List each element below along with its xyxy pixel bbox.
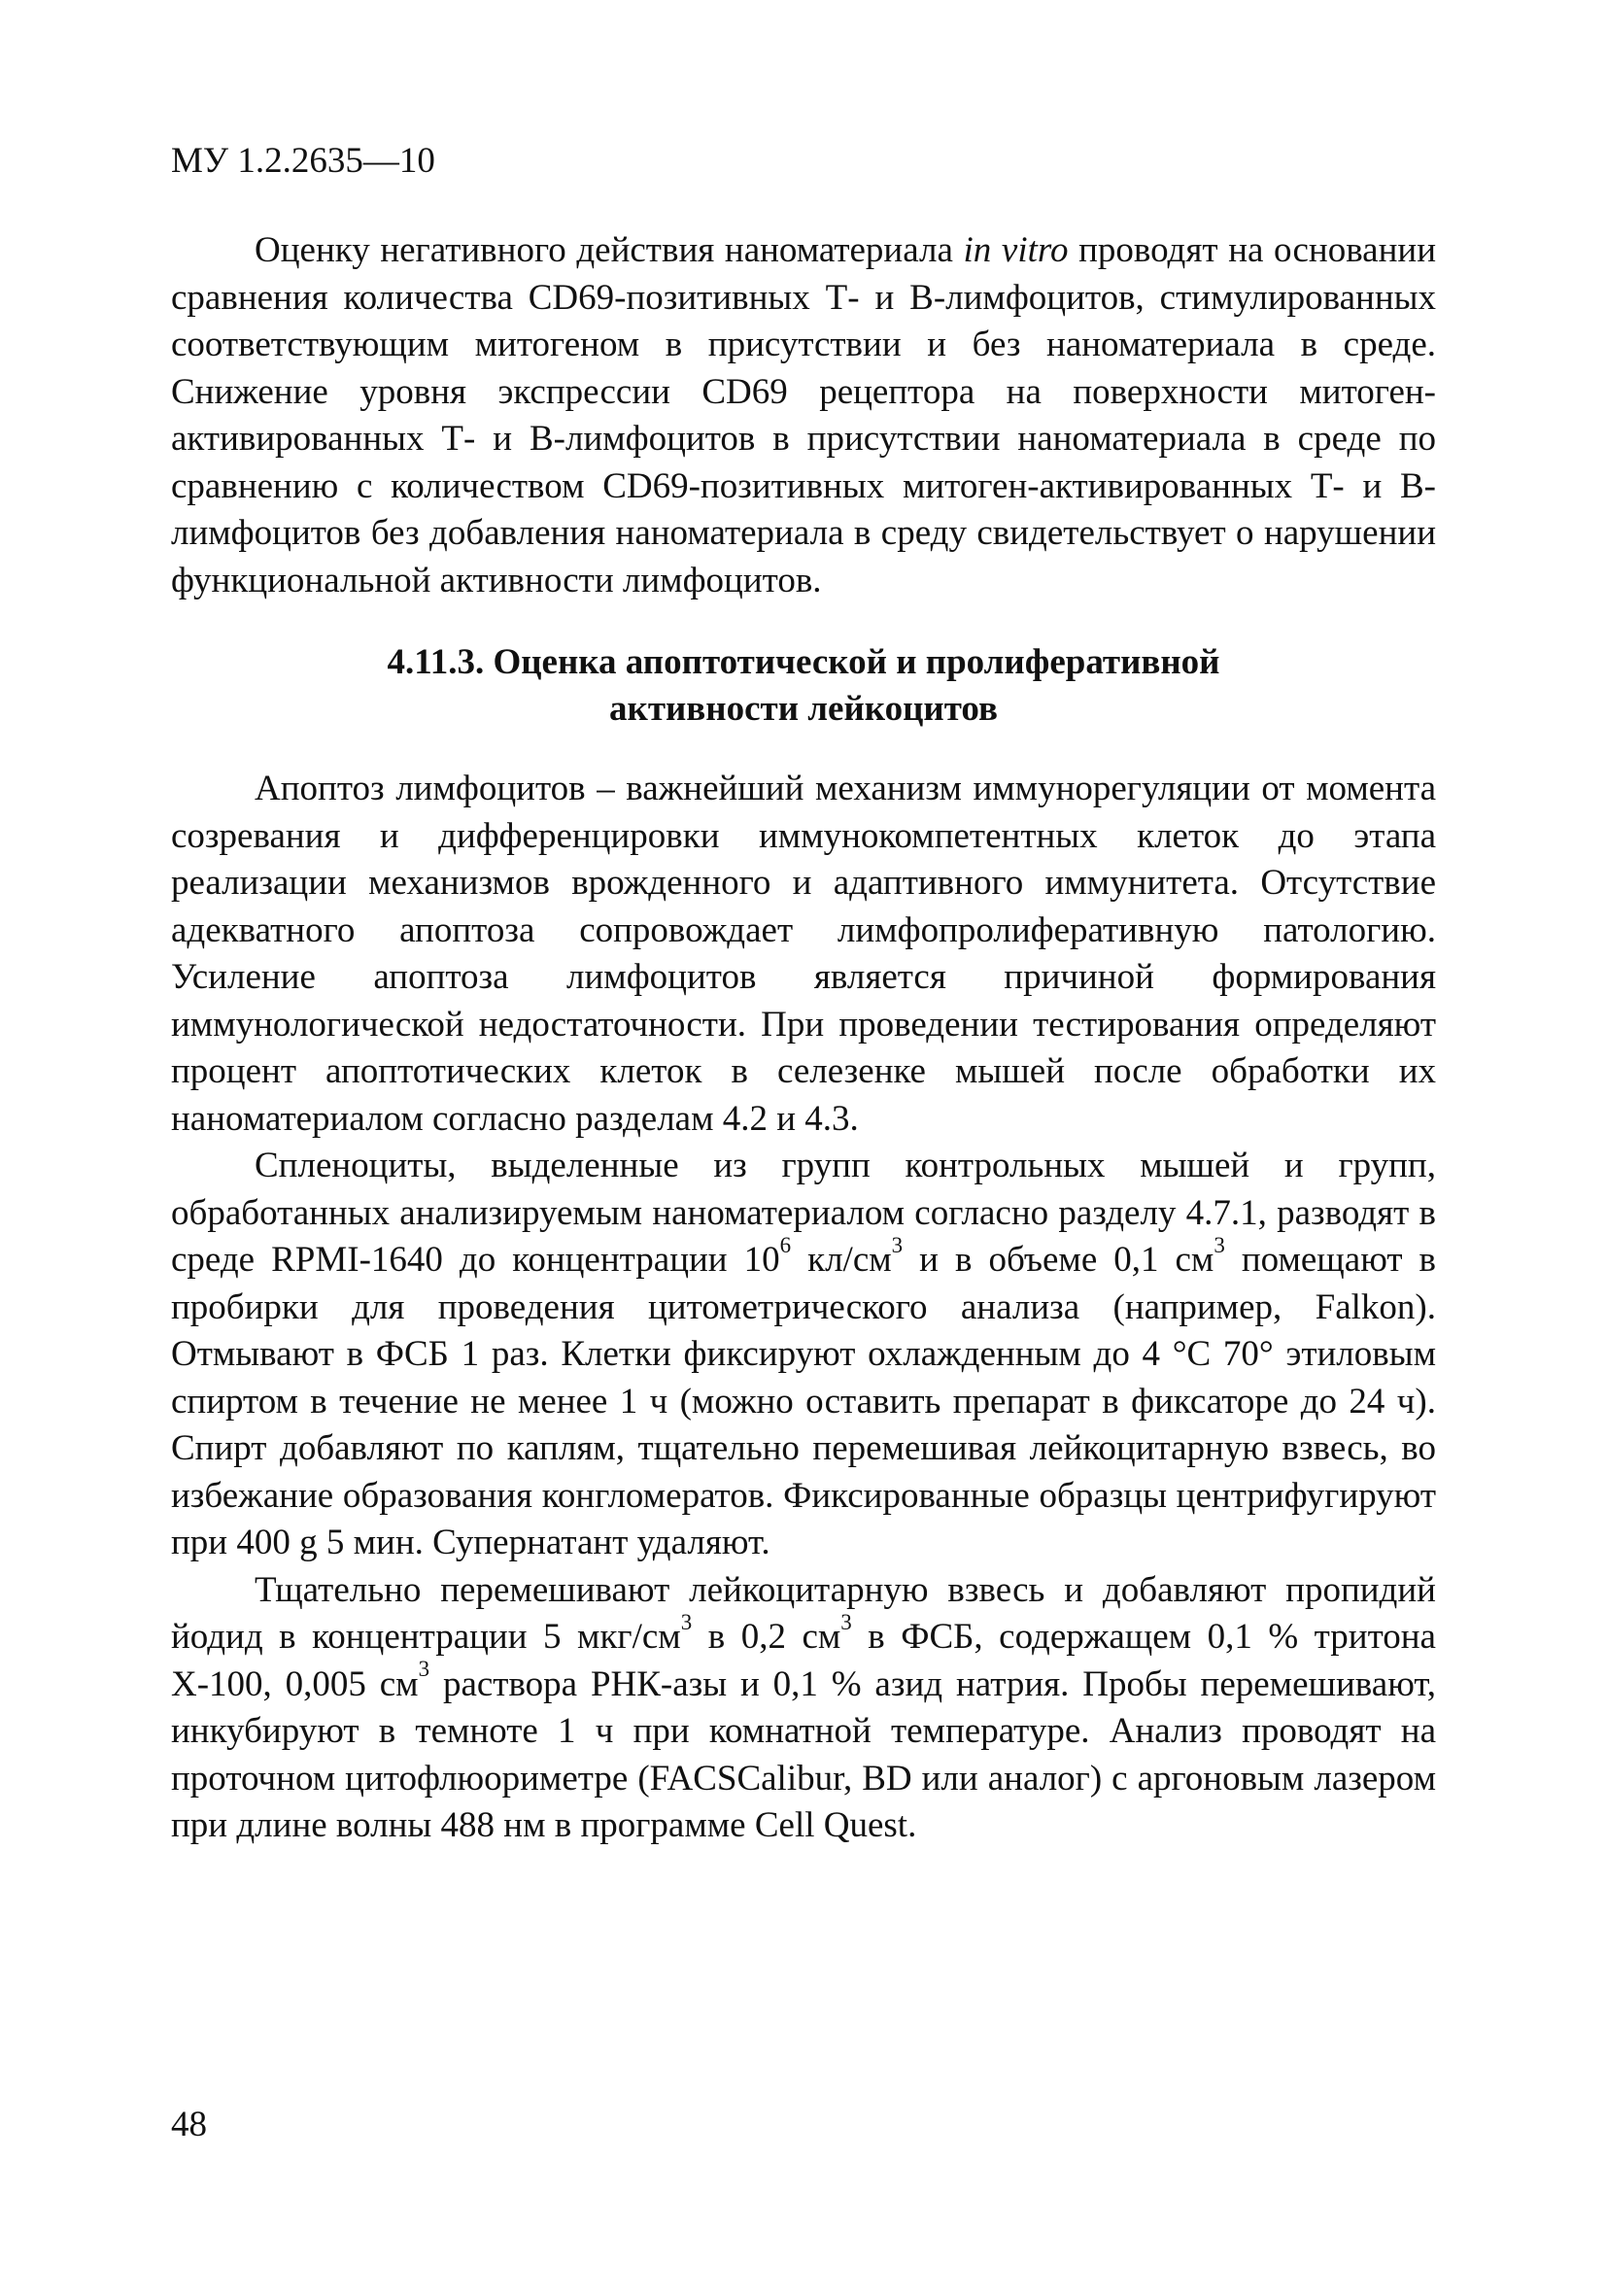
paragraph-text: раствора РНК-азы и 0,1 % азид натрия. Пробы перемешивают, инкубируют в темноте 1 ч при комнатной температуре. Анализ проводят на проточном цитофлюориметре (FACSCalibur, BD или аналог) с аргоновым лазером при длине волны 488 нм в программе Cell Quest. bbox=[171, 1663, 1436, 1845]
paragraph-text: Оценку негативного действия наноматериала bbox=[255, 230, 964, 270]
paragraph-text: в 0,2 см bbox=[692, 1617, 841, 1657]
paragraph-propidium-iodide bbox=[171, 1567, 1436, 1850]
section-heading-line-1: 4.11.3. Оценка апоптотической и пролиферативной bbox=[387, 642, 1220, 682]
superscript: 3 bbox=[680, 1609, 693, 1634]
section-heading-line-2: активности лейкоцитов bbox=[609, 689, 998, 729]
paragraph-text: кл/см bbox=[791, 1240, 892, 1280]
paragraph-text: в ФСБ, содержащем 0,1 % тритона Х-100, 0,005 см bbox=[171, 1617, 1436, 1704]
section-heading bbox=[171, 639, 1436, 733]
page-body bbox=[171, 227, 1436, 1850]
paragraph-text: Спленоциты, выделенные из групп контрольных мышей и групп, обработанных анализируемым наноматериалом согласно разделу 4.7.1, разводят в среде RPMI-1640 до концентрации 10 bbox=[171, 1146, 1436, 1280]
superscript: 3 bbox=[840, 1609, 852, 1634]
paragraph-apoptosis: Апоптоз лимфоцитов – важнейший механизм иммунорегуляции от момента созревания и дифференцировки иммунокомпетентных клеток до этапа реализации механизмов врожденного и адаптивного иммунитета. Отсутствие адекватного апоптоза сопровождает лимфопролиферативную патологию. Усиление апоптоза лимфоцитов является причиной формирования иммунологической недостаточности. При проведении тестирования определяют процент апоптотических клеток в селезенке мышей после обработки их наноматериалом согласно разделам 4.2 и 4.3. bbox=[171, 769, 1436, 1139]
paragraph-text: помещают в пробирки для проведения цитометрического анализа (например, Falkon). Отмывают в ФСБ 1 раз. Клетки фиксируют охлажденным до 4 °С 70° этиловым спиртом в течение не менее 1 ч (можно оставить препарат в фиксаторе до 24 ч). Спирт добавляют по каплям, тщательно перемешивая лейкоцитарную взвесь, во избежание образования конгломератов. Фиксированные образцы центрифугируют при 400 g 5 мин. Супернатант удаляют. bbox=[171, 1240, 1436, 1562]
paragraph-cd69-assessment bbox=[171, 227, 1436, 604]
page-number: 48 bbox=[171, 2105, 207, 2144]
superscript: 3 bbox=[418, 1657, 430, 1682]
superscript: 3 bbox=[1214, 1232, 1225, 1257]
paragraph-text: проводят на основании сравнения количества CD69-позитивных Т- и В-лимфоцитов, стимулированных соответствующим митогеном в присутствии и без наноматериала в среде. Снижение уровня экспрессии CD69 рецептора на поверхности митоген-активированных Т- и В-лимфоцитов в присутствии наноматериала в среде по сравнению с количеством CD69-позитивных митоген-активированных Т- и В-лимфоцитов без добавления наноматериала в среду свидетельствует о нарушении функциональной активности лимфоцитов. bbox=[171, 230, 1437, 600]
paragraph-text: Тщательно перемешивают лейкоцитарную взвесь и добавляют пропидий йодид в концентрации 5 мкг/см bbox=[171, 1569, 1436, 1657]
in-vitro-term: in vitro bbox=[963, 230, 1069, 270]
paragraph-text: и в объеме 0,1 см bbox=[903, 1240, 1214, 1280]
paragraph-splenocytes bbox=[171, 1143, 1436, 1567]
superscript: 3 bbox=[891, 1232, 904, 1257]
running-header: МУ 1.2.2635—10 bbox=[171, 141, 435, 181]
superscript: 6 bbox=[779, 1232, 792, 1257]
